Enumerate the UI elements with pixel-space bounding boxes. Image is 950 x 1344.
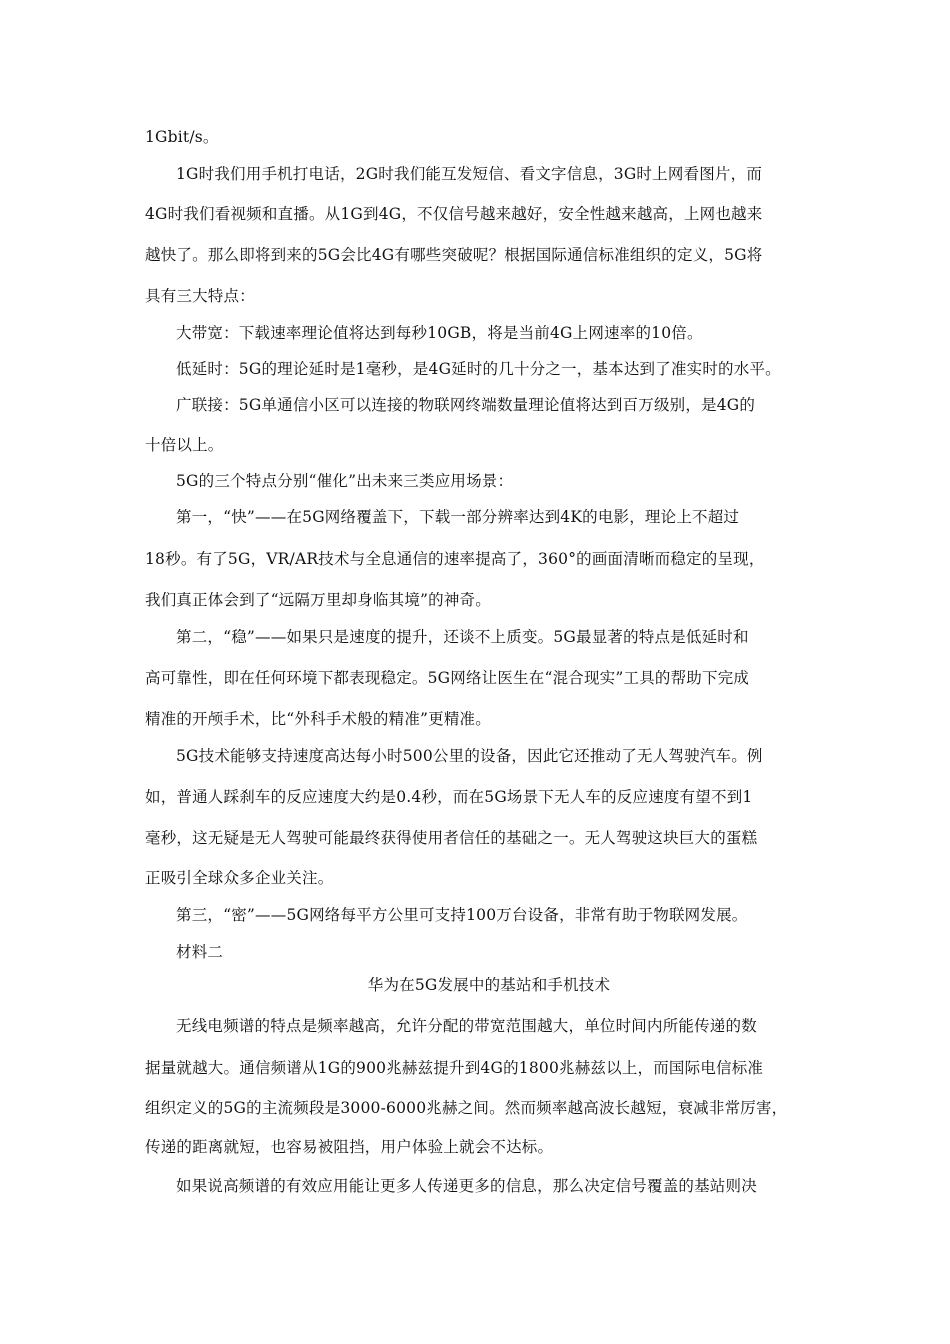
line-text: 18秒。有了5G，VR/AR技术与全息通信的速率提高了，360°的画面清晰而稳定的呈现， (145, 550, 765, 568)
line-text: 第二，“稳”——如果只是速度的提升，还谈不上质变。5G最显著的特点是低延时和 (176, 628, 749, 646)
line-text: 4G时我们看视频和直播。从1G到4G，不仅信号越来越好，安全性越来越高，上网也越来 (145, 205, 763, 223)
line-text: 组织定义的5G的主流频段是3000-6000兆赫之间。然而频率越高波长越短，衰减非常厉害， (145, 1099, 788, 1117)
section-label-text: 材料二 (176, 943, 224, 961)
article-title-text: 华为在5G发展中的基站和手机技术 (367, 976, 611, 994)
line-text: 传递的距离就短，也容易被阻挡，用户体验上就会不达标。 (145, 1138, 554, 1156)
line-text: 越快了。那么即将到来的5G会比4G有哪些突破呢？根据国际通信标准组织的定义，5G将 (145, 246, 763, 264)
line-text: 高可靠性，即在任何环境下都表现稳定。5G网络让医生在“混合现实”工具的帮助下完成 (145, 669, 750, 687)
line-text: 毫秒，这无疑是无人驾驶可能最终获得使用者信任的基础之一。无人驾驶这块巨大的蛋糕 (145, 829, 758, 847)
line-text: 精准的开颅手术，比“外科手术般的精准”更精准。 (145, 710, 491, 728)
line-text: 1G时我们用手机打电话，2G时我们能互发短信、看文字信息，3G时上网看图片，而 (176, 165, 763, 183)
line-text: 广联接：5G单通信小区可以连接的物联网终端数量理论值将达到百万级别，是4G的 (176, 396, 756, 414)
line-text: 正吸引全球众多企业关注。 (145, 869, 334, 887)
line-text: 第一，“快”——在5G网络覆盖下，下载一部分辨率达到4K的电影，理论上不超过 (176, 508, 740, 526)
line-text: 大带宽：下载速率理论值将达到每秒10GB，将是当前4G上网速率的10倍。 (176, 324, 703, 342)
line-text: 具有三大特点： (145, 287, 255, 305)
line-text: 如果说高频谱的有效应用能让更多人传递更多的信息，那么决定信号覆盖的基站则决 (176, 1177, 757, 1195)
line-text: 5G技术能够支持速度高达每小时500公里的设备，因此它还推动了无人驾驶汽车。例 (176, 747, 763, 765)
line-text: 5G的三个特点分别“催化”出未来三类应用场景： (176, 472, 514, 490)
line-text: 如，普通人踩刹车的反应速度大约是0.4秒，而在5G场景下无人车的反应速度有望不到1 (145, 788, 753, 806)
article-title (0, 974, 950, 996)
line-text: 1Gbit/s。 (145, 128, 219, 146)
line-text: 十倍以上。 (145, 436, 224, 454)
line-text: 无线电频谱的特点是频率越高，允许分配的带宽范围越大，单位时间内所能传递的数 (176, 1017, 757, 1035)
line-text: 低延时：5G的理论延时是1毫秒，是4G延时的几十分之一，基本达到了准实时的水平。 (176, 360, 781, 378)
line-text: 我们真正体会到了“远隔万里却身临其境”的神奇。 (145, 591, 491, 609)
line-text: 据量就越大。通信频谱从1G的900兆赫兹提升到4G的1800兆赫兹以上，而国际电信标准 (145, 1059, 764, 1077)
line-text: 第三，“密”——5G网络每平方公里可支持100万台设备，非常有助于物联网发展。 (176, 906, 748, 924)
